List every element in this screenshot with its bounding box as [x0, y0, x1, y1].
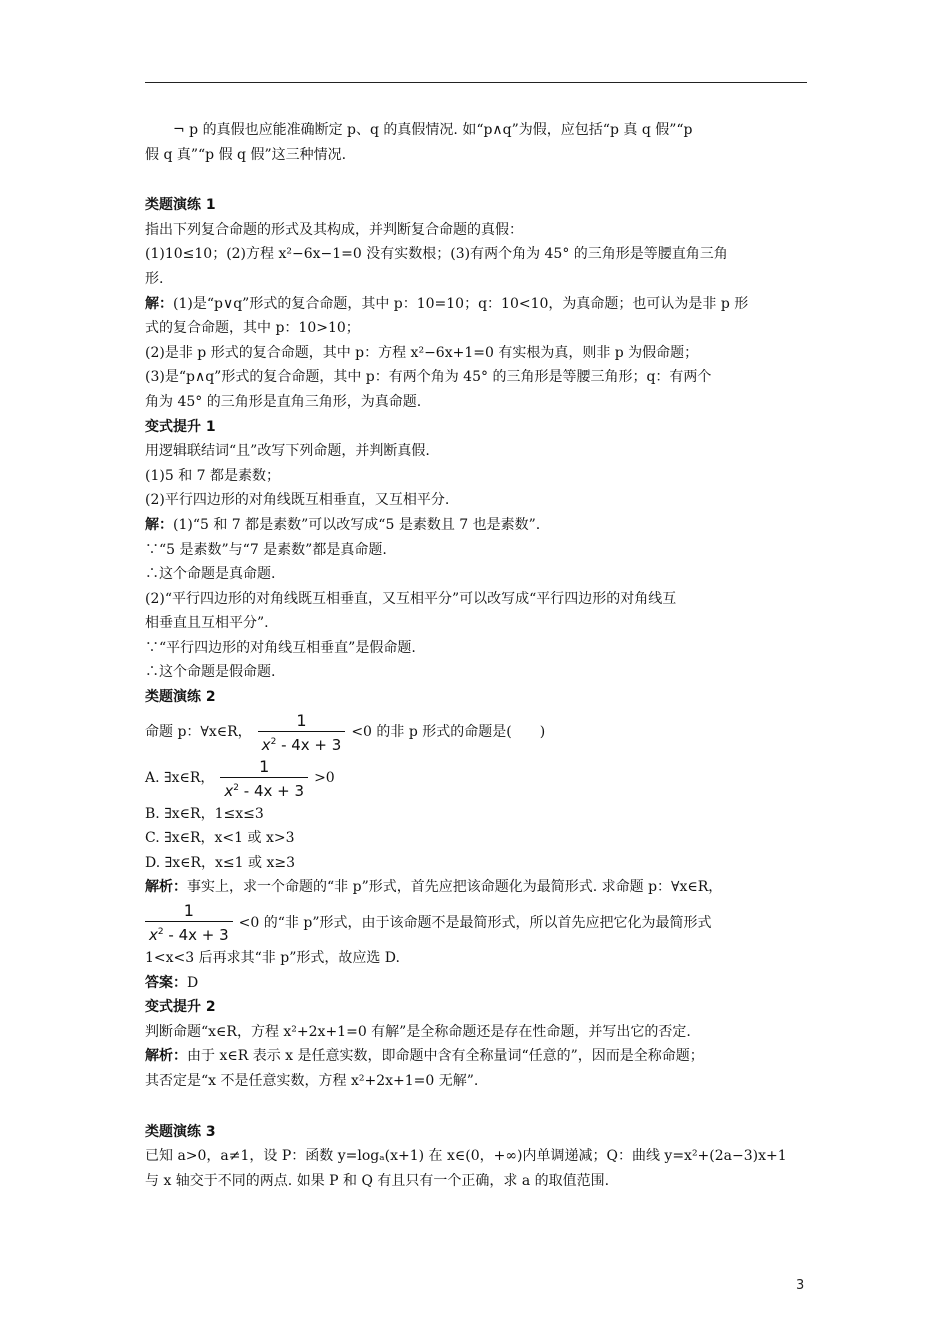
question-line: 用逻辑联结词“且”改写下列命题，并判断真假. [145, 443, 430, 460]
answer-line: 答案：D [145, 974, 199, 991]
analysis-line: 解析：由于 x∈R 表示 x 是任意实数，即命题中含有全称量词“任意的”，因而是全称命题； [145, 1048, 704, 1065]
option-a: A. ∃x∈R， $\frac{1}{x^2 - 4x + 3}$ >0 [145, 756, 335, 800]
intro-line-2: 假 q 真”“p 假 q 假”这三种情况. [145, 146, 347, 163]
question-line: (1)5 和 7 都是素数； [145, 467, 280, 484]
document-body [145, 118, 809, 1193]
answer-line: (2)“平行四边形的对角线既互相垂直，又互相平分”可以改写成“平行四边形的对角线互 [145, 590, 677, 607]
question-line: 已知 a>0，a≠1，设 P：函数 y=logₐ(x+1) 在 x∈(0，+∞)内单调递减；Q：曲线 y=x²+(2a−3)x+1 [145, 1148, 787, 1165]
question-line: (1)10≤10；(2)方程 x²−6x−1=0 没有实数根；(3)有两个角为 45° 的三角形是等腰直角三角 [145, 246, 728, 263]
question-line: 判断命题“x∈R，方程 x²+2x+1=0 有解”是全称命题还是存在性命题，并写出它的否定. [145, 1023, 691, 1040]
intro-line-1: ¬ p 的真假也应能准确断定 p、q 的真假情况. 如“p∧q”为假，应包括“p 真 q 假”“p [173, 122, 693, 138]
question-line: (2)平行四边形的对角线既互相垂直，又互相平分. [145, 492, 450, 509]
section-heading-5: 类题演练 3 [145, 1123, 216, 1140]
answer-line: (2)是非 p 形式的复合命题，其中 p：方程 x²−6x+1=0 有实根为真，则非 p 为假命题； [145, 344, 699, 361]
analysis-line: 其否定是“x 不是任意实数，方程 x²+2x+1=0 无解”. [145, 1073, 479, 1089]
fraction: $\frac{1}{x^2 - 4x + 3}$ [258, 711, 346, 755]
answer-line: (3)是“p∧q”形式的复合命题，其中 p：有两个角为 45° 的三角形是等腰三角形；q：有两个 [145, 369, 712, 386]
section-heading-1: 类题演练 1 [145, 197, 216, 214]
question-line: 指出下列复合命题的形式及其构成，并判断复合命题的真假： [145, 221, 523, 238]
answer-line: ∴这个命题是真命题. [145, 566, 276, 583]
answer-line: ∵“5 是素数”与“7 是素数”都是真命题. [145, 541, 387, 558]
answer-line: ∴这个命题是假命题. [145, 664, 276, 681]
answer-line: ∵“平行四边形的对角线互相垂直”是假命题. [145, 639, 416, 656]
analysis-label: 解析： [145, 1048, 187, 1065]
question-line: 形. [145, 270, 164, 287]
answer-label: 答案： [145, 974, 187, 991]
analysis-label: 解析： [145, 879, 187, 896]
section-heading-2: 变式提升 1 [145, 418, 216, 435]
answer-label: 解： [145, 295, 173, 312]
answer-label: 解： [145, 516, 173, 533]
answer-line: 相垂直且互相平分”. [145, 615, 269, 632]
question-line: 与 x 轴交于不同的两点. 如果 P 和 Q 有且只有一个正确，求 a 的取值范围. [145, 1172, 610, 1189]
answer-line: 角为 45° 的三角形是直角三角形，为真命题. [145, 393, 422, 410]
option-d: D. ∃x∈R，x≤1 或 x≥3 [145, 854, 295, 871]
fraction: $\frac{1}{x^2 - 4x + 3}$ [220, 757, 308, 801]
header-rule [145, 82, 807, 83]
analysis-line-fraction: $\frac{1}{x^2 - 4x + 3}$ <0 的“非 p”形式，由于该命题不是最简形式，所以首先应把它化为最简形式 [145, 900, 809, 946]
analysis-line: 1<x<3 后再求其“非 p”形式，故应选 D. [145, 950, 400, 967]
answer-line: 解：(1)是“p∨q”形式的复合命题，其中 p：10=10；q：10<10，为真命题；也可认为是非 p 形 [145, 295, 749, 312]
section-heading-3: 类题演练 2 [145, 689, 216, 706]
analysis-line: 解析：事实上，求一个命题的“非 p”形式，首先应把该命题化为最简形式. 求命题 p：∀x∈R， [145, 879, 723, 896]
section-heading-4: 变式提升 2 [145, 999, 216, 1016]
answer-line: 式的复合命题，其中 p：10>10； [145, 320, 360, 337]
question-with-fraction: 命题 p：∀x∈R， $\frac{1}{x^2 - 4x + 3}$ <0 的非 p 形式的命题是( ) [145, 710, 546, 754]
answer-line: 解：(1)“5 和 7 都是素数”可以改写成“5 是素数且 7 也是素数”. [145, 516, 541, 533]
fraction: $\frac{1}{x^2 - 4x + 3}$ [145, 901, 233, 945]
page-number: 3 [796, 1278, 805, 1293]
option-c: C. ∃x∈R，x<1 或 x>3 [145, 830, 295, 847]
option-b: B. ∃x∈R，1≤x≤3 [145, 805, 264, 822]
